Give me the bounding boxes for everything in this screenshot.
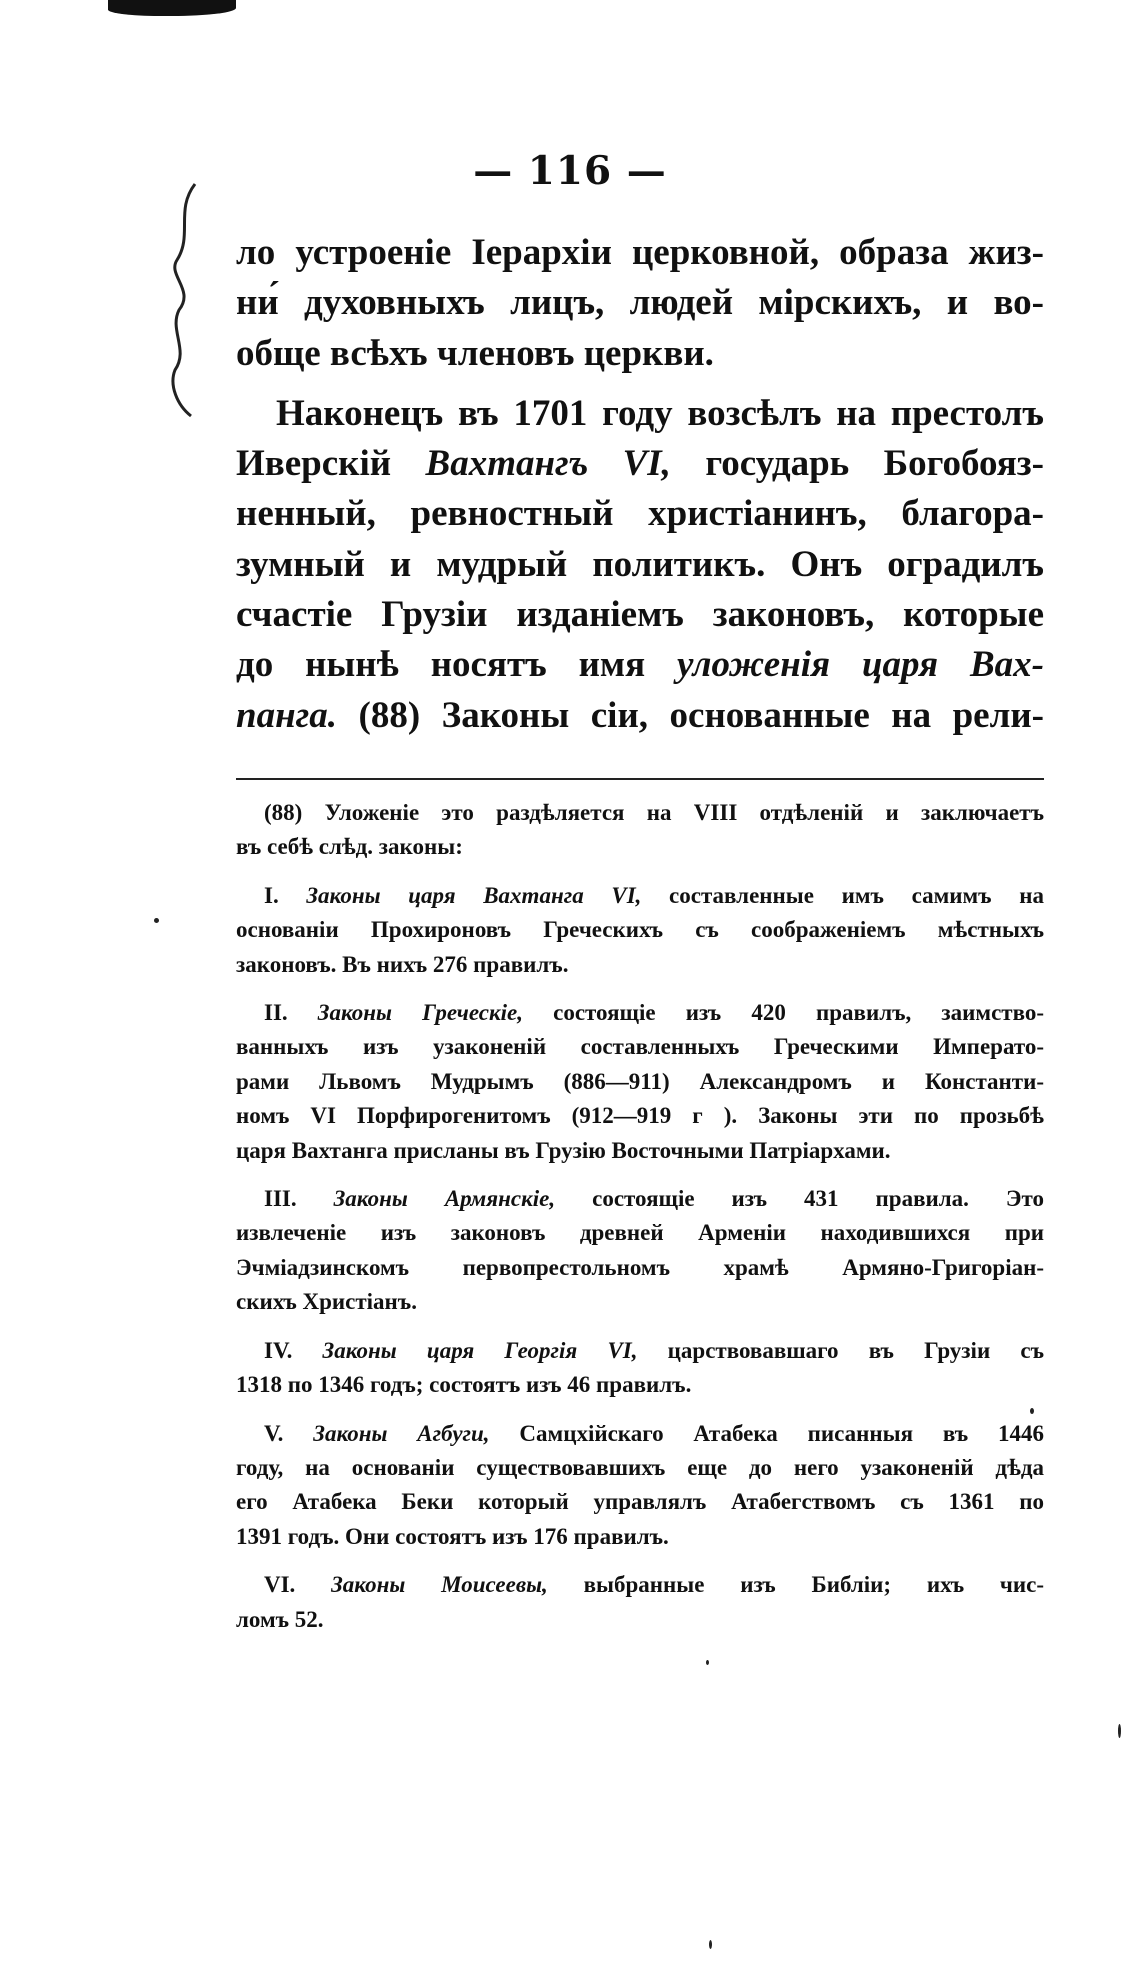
ink-speck [1118, 1724, 1121, 1738]
item-number: VI. [264, 1572, 332, 1598]
item-number: V. [264, 1420, 314, 1446]
text-line: его Атабека Беки который управлялъ Атабегствомъ съ 1361 по [236, 1489, 1044, 1515]
text-line [236, 1182, 1044, 1216]
page-number: — 116 — [473, 148, 667, 194]
text-run: составленные имъ самимъ на [641, 882, 1044, 908]
text-line: обще всѣхъ членовъ церкви. [236, 332, 714, 374]
text-run: царствовавшаго въ Грузіи съ [637, 1337, 1044, 1363]
text-run: (88) Законы сіи, основанные на рели- [337, 694, 1044, 736]
footnote-divider [236, 778, 1044, 780]
main-text [236, 228, 1044, 741]
text-line: рами Львомъ Мудрымъ (886—911) Александромъ и Константи- [236, 1068, 1044, 1094]
text-line: Наконецъ въ 1701 году возсѣлъ на престолъ [276, 392, 1044, 434]
text-line: счастіе Грузіи изданіемъ законовъ, которые [236, 594, 1044, 636]
text-line: ло устроеніе Іерархіи церковной, образа жиз- [236, 232, 1044, 273]
ink-speck [706, 1660, 709, 1665]
footnote-item-2 [236, 996, 1044, 1168]
item-title: Законы царя Вахтанга VI, [306, 882, 642, 908]
margin-brace-mark [165, 180, 205, 420]
text-line: 1318 по 1346 годъ; состоятъ изъ 46 правилъ. [236, 1372, 692, 1398]
ink-blot [108, 0, 236, 16]
text-line: номъ VI Порфирогенитомъ (912—919 г ). Законы эти по прозьбѣ [236, 1103, 1044, 1129]
footnote-item-5 [236, 1417, 1044, 1555]
text-line [236, 1417, 1044, 1451]
text-line [236, 996, 1044, 1030]
item-title: Законы Моисеевы, [331, 1572, 548, 1598]
ink-speck [154, 918, 159, 923]
text-line [236, 640, 1044, 690]
text-line: зумный и мудрый политикъ. Онъ оградилъ [236, 543, 1044, 585]
text-line [236, 691, 1044, 741]
text-line [236, 879, 1044, 913]
text-run: выбранные изъ Библіи; ихъ чис- [547, 1572, 1045, 1598]
item-title: Законы царя Георгія VI, [322, 1337, 638, 1363]
text-line [236, 1568, 1044, 1602]
italic-title: уложенія царя Вах- [677, 644, 1044, 686]
text-line [236, 439, 1044, 489]
paragraph-continuation [236, 228, 1044, 379]
text-run: до нынѣ носятъ имя [236, 644, 678, 686]
ink-speck [1030, 1408, 1034, 1414]
text-line: 1391 годъ. Они состоятъ изъ 176 правилъ. [236, 1523, 669, 1549]
footnote-item-6 [236, 1568, 1044, 1637]
footnote-item-1 [236, 879, 1044, 982]
text-run: Самцхійскаго Атабека писанныя въ 1446 [489, 1420, 1044, 1446]
footnotes [236, 796, 1044, 1651]
paragraph-vakhtang [236, 389, 1044, 741]
text-line: основаніи Прохироновъ Греческихъ съ соображеніемъ мѣстныхъ [236, 917, 1044, 943]
text-line: ломъ 52. [236, 1606, 324, 1632]
item-number: II. [264, 1000, 318, 1026]
text-line: скихъ Христіанъ. [236, 1289, 417, 1315]
text-run: состоящіе изъ 420 правилъ, заимство- [523, 1000, 1044, 1026]
text-line: царя Вахтанга присланы въ Грузію Восточными Патріархами. [236, 1137, 891, 1163]
text-line: году, на основаніи существовавшихъ еще до него узаконеній дѣда [236, 1454, 1044, 1480]
text-line: извлеченіе изъ законовъ древней Арменіи находившихся при [236, 1220, 1044, 1246]
footnote-intro [236, 796, 1044, 865]
footnote-item-4 [236, 1334, 1044, 1403]
text-line: Эчміадзинскомъ первопрестольномъ храмѣ Армяно-Григоріан- [236, 1254, 1044, 1280]
item-number: IV. [264, 1337, 323, 1363]
text-line: ненный, ревностный христіанинъ, благора- [236, 493, 1044, 535]
item-title: Законы Агбуги, [313, 1420, 490, 1446]
text-line: (88) Уложеніе это раздѣляется на VIII отдѣленій и заключаетъ [264, 800, 1044, 825]
text-run: состоящіе изъ 431 правила. Это [555, 1186, 1044, 1212]
text-run: государь Богобояз- [670, 443, 1044, 485]
footnote-item-3 [236, 1182, 1044, 1320]
item-number: III. [264, 1186, 334, 1212]
text-line: ванныхъ изъ узаконеній составленныхъ Греческими Императо- [236, 1034, 1044, 1060]
text-line: законовъ. Въ нихъ 276 правилъ. [236, 951, 569, 977]
item-title: Законы Армянскіе, [333, 1186, 556, 1212]
text-line: ни́ духовныхъ лицъ, людей мірскихъ, и во- [236, 282, 1044, 324]
italic-title: панга. [236, 694, 338, 736]
text-line: въ себѣ слѣд. законы: [236, 834, 463, 860]
text-line [236, 1334, 1044, 1368]
item-number: I. [264, 882, 307, 908]
ink-speck [709, 1940, 712, 1949]
text-run: Иверскій [236, 443, 426, 485]
item-title: Законы Греческіе, [317, 1000, 523, 1026]
italic-name: Вахтангъ VI, [425, 443, 671, 485]
